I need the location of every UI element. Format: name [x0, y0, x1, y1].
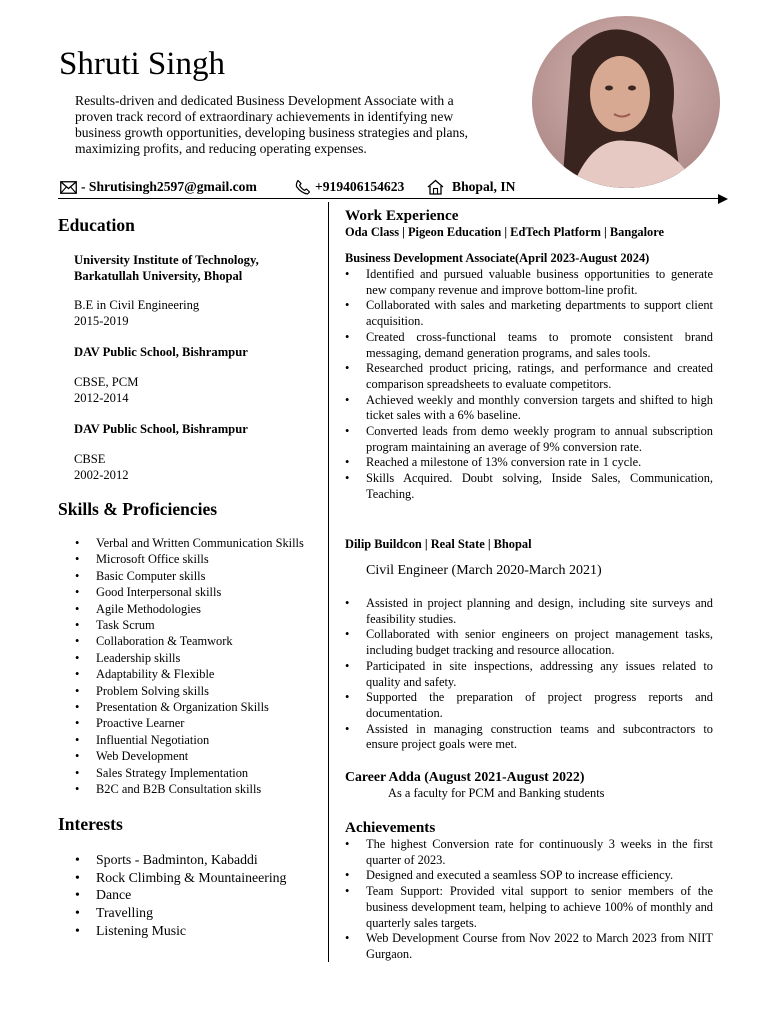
skill-item: • Sales Strategy Implementation — [96, 765, 328, 781]
job-bullet: • Created cross-functional teams to promote consistent brand messaging, demand generation programs, and sales tools. — [366, 330, 713, 361]
achievement-item: • The highest Conversion rate for continuously 3 weeks in the first quarter of 2023. — [366, 837, 713, 868]
job-bullet: • Participated in site inspections, addressing any issues related to quality and safety. — [366, 659, 713, 690]
work-experience-heading: Work Experience — [345, 207, 459, 224]
divider-arrowhead — [718, 194, 728, 204]
profile-photo-image — [532, 16, 720, 188]
education-institution: DAV Public School, Bishrampur — [74, 345, 248, 359]
achievement-item: • Web Development Course from Nov 2022 to March 2023 from NIIT Gurgaon. — [366, 931, 713, 962]
location-text: Bhopal, IN — [452, 179, 516, 194]
job-bullet: • Skills Acquired. Doubt solving, Inside Sales, Communication, Teaching. — [366, 471, 713, 502]
phone-text: +919406154623 — [315, 179, 405, 194]
education-details — [74, 451, 129, 483]
job-role: Business Development Associate(April 2023-August 2024) — [345, 251, 650, 265]
education-degree: CBSE — [74, 452, 106, 466]
phone-icon — [295, 179, 311, 195]
interests-heading: Interests — [58, 814, 123, 834]
education-institution: University Institute of Technology, Barkatullah University, Bhopal — [74, 253, 259, 283]
achievement-item: • Team Support: Provided vital support to senior members of the business development team, helping to achieve 100% of monthly and quarterly sales targets. — [366, 884, 713, 931]
achievements-heading: Achievements — [345, 819, 436, 836]
interest-item: • Travelling — [96, 904, 328, 922]
skills-heading: Skills & Proficiencies — [58, 499, 218, 519]
home-icon — [427, 179, 444, 195]
envelope-icon — [60, 181, 77, 194]
education-details — [74, 374, 138, 406]
achievements-list — [366, 837, 713, 963]
skill-item: • Web Development — [96, 748, 328, 764]
skill-item: • Leadership skills — [96, 650, 328, 666]
skill-item: • Proactive Learner — [96, 715, 328, 731]
contact-location — [427, 178, 515, 196]
education-years: 2002-2012 — [74, 468, 129, 482]
header-divider — [58, 198, 720, 199]
job-bullet: • Assisted in project planning and design, including site surveys and feasibility studies. — [366, 596, 713, 627]
job-bullet: • Collaborated with sales and marketing departments to support client acquisition. — [366, 298, 713, 329]
education-degree: B.E in Civil Engineering — [74, 298, 200, 312]
job-bullet: • Researched product pricing, ratings, and performance and created comparison spreadsheets to evaluate competitors. — [366, 361, 713, 392]
education-entry — [74, 252, 259, 284]
email-text: - Shrutisingh2597@gmail.com — [81, 179, 257, 194]
skill-item: • Influential Negotiation — [96, 732, 328, 748]
interest-item: • Dance — [96, 886, 328, 904]
skill-item: • Presentation & Organization Skills — [96, 699, 328, 715]
skill-item: • B2C and B2B Consultation skills — [96, 781, 328, 797]
contact-phone[interactable] — [295, 178, 404, 196]
profile-summary: Results-driven and dedicated Business Development Associate with a proven track record of extraordinary achievements in identifying new business growth opportunities, developing business strategies and plans, maximizing profits, and reducing operating expenses. — [75, 93, 469, 156]
job-company: Career Adda (August 2021-August 2022) — [345, 769, 585, 784]
education-entry — [74, 421, 248, 437]
education-years: 2012-2014 — [74, 391, 129, 405]
job-bullets — [366, 267, 713, 503]
skill-item: • Agile Methodologies — [96, 601, 328, 617]
job-bullets — [366, 596, 713, 753]
contact-email[interactable] — [60, 178, 257, 196]
skill-item: • Problem Solving skills — [96, 683, 328, 699]
skill-item: • Microsoft Office skills — [96, 551, 328, 567]
education-years: 2015-2019 — [74, 314, 129, 328]
profile-photo — [532, 16, 720, 188]
job-bullet: • Identified and pursued valuable business opportunities to generate new company revenue and improve bottom-line profit. — [366, 267, 713, 298]
interests-list — [96, 851, 328, 940]
interest-item: • Rock Climbing & Mountaineering — [96, 869, 328, 887]
job-bullet: • Reached a milestone of 13% conversion rate in 1 cycle. — [366, 455, 713, 471]
education-entry — [74, 344, 248, 360]
interest-item: • Sports - Badminton, Kabaddi — [96, 851, 328, 869]
skill-item: • Verbal and Written Communication Skills — [96, 535, 328, 551]
job-company: Oda Class | Pigeon Education | EdTech Platform | Bangalore — [345, 225, 665, 239]
interest-item: • Listening Music — [96, 922, 328, 940]
skill-item: • Good Interpersonal skills — [96, 584, 328, 600]
job-role: Civil Engineer (March 2020-March 2021) — [366, 563, 602, 578]
skill-item: • Task Scrum — [96, 617, 328, 633]
job-bullet: • Converted leads from demo weekly program to annual subscription program maintaining an average of 9% conversion rate. — [366, 424, 713, 455]
skill-item: • Collaboration & Teamwork — [96, 633, 328, 649]
education-heading: Education — [58, 215, 135, 235]
job-bullet: • Assisted in managing construction teams and subcontractors to ensure project goals were met. — [366, 722, 713, 753]
skill-item: • Adaptability & Flexible — [96, 666, 328, 682]
column-divider — [328, 202, 329, 962]
skills-list — [96, 535, 328, 798]
skill-item: • Basic Computer skills — [96, 568, 328, 584]
job-role: As a faculty for PCM and Banking students — [388, 786, 605, 800]
education-institution: DAV Public School, Bishrampur — [74, 422, 248, 436]
job-bullet: • Achieved weekly and monthly conversion targets and shifted to high ticket sales with a 6% baseline. — [366, 393, 713, 424]
education-degree: CBSE, PCM — [74, 375, 139, 389]
education-details — [74, 297, 199, 329]
candidate-name: Shruti Singh — [59, 46, 225, 82]
job-bullet: • Supported the preparation of project progress reports and documentation. — [366, 690, 713, 721]
job-company: Dilip Buildcon | Real State | Bhopal — [345, 537, 532, 551]
achievement-item: • Designed and executed a seamless SOP to increase efficiency. — [366, 868, 713, 884]
job-bullet: • Collaborated with senior engineers on project management tasks, including budget tracking and resource allocation. — [366, 627, 713, 658]
